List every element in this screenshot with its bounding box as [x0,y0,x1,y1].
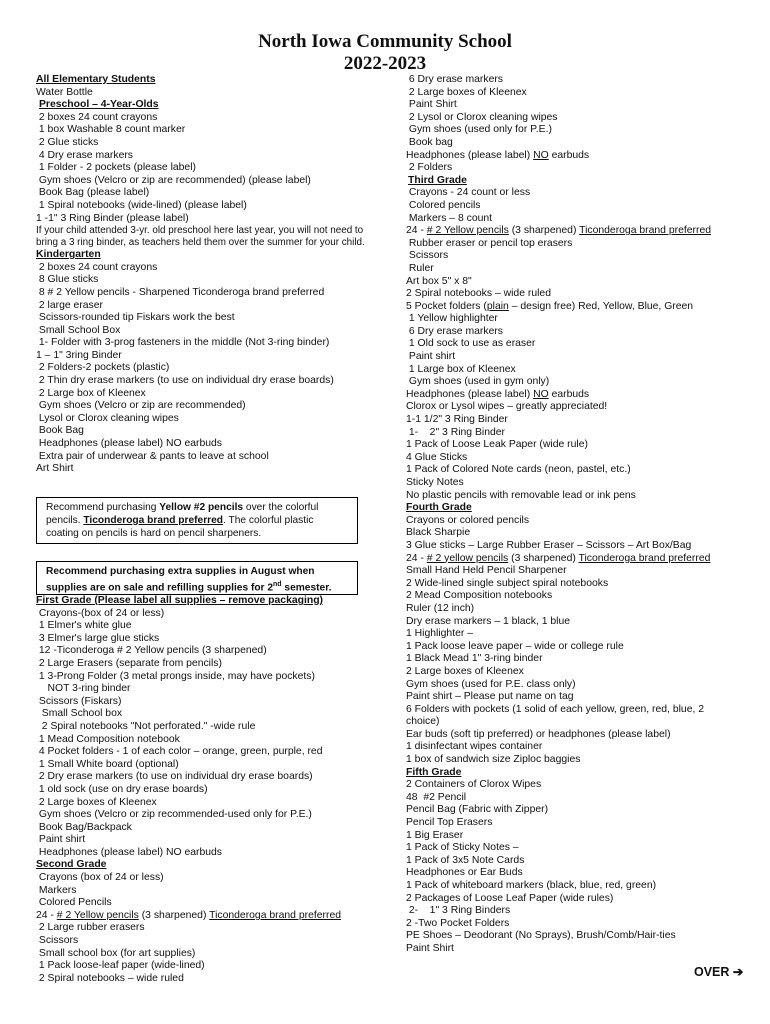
item-list [406,187,756,225]
section-heading-first-grade: First Grade (Please label all supplies – remove packaging) [36,595,324,606]
list-item: 1 Black Mead 1" 3-ring binder [406,653,543,665]
list-item: Colored pencils [406,199,481,211]
list-item: 1 -1" 3 Ring Binder (please label) [36,212,189,224]
list-item: 2 Large boxes of Kleenex [36,796,157,808]
list-item: 1 Folder - 2 pockets (please label) [36,162,196,174]
text: 24 - [36,909,57,921]
list-item: 1 Pack of whiteboard markers (black, blue, red, green) [406,880,657,891]
box-underline-text: Ticonderoga brand preferred [83,515,224,526]
text: earbuds [548,149,590,161]
item-list [36,922,386,985]
left-column [36,74,386,476]
list-item: 2 Folders [406,162,453,174]
list-item: 4 Dry erase markers [36,149,134,161]
section-heading-third-grade: Third Grade [408,174,467,186]
list-item: Paint Shirt [406,99,457,111]
extra-supplies-box [36,561,358,595]
list-item [36,910,386,923]
section-heading-kindergarten: Kindergarten [36,249,101,261]
box-text: over the colorful pencils. [46,502,319,526]
list-item: 2 Dry erase markers (to use on individual dry erase boards) [36,771,313,783]
list-item: Art Shirt [36,463,74,475]
item-list [406,565,756,767]
list-item: 6 Folders with pockets (1 solid of each yellow, green, red, blue, 2 [406,703,705,715]
list-item: Colored Pencils [36,897,112,909]
text: 24 - [406,225,427,237]
list-item: 2 Wide-lined single subject spiral notebooks [406,577,609,589]
list-item: 1 – 1" 3ring Binder [36,349,122,361]
list-item: 2 Spiral notebooks – wide ruled [36,972,184,984]
list-item: 2 Large Erasers (separate from pencils) [36,657,222,669]
underline-text: plain [486,300,509,312]
list-item: Gym shoes (used only for P.E.) [406,124,552,136]
list-item: Paint shirt [36,834,86,846]
list-item: 2 Packages of Loose Leaf Paper (wide rules) [406,892,614,904]
page-title: North Iowa Community School [258,31,512,52]
item-list [36,608,386,860]
list-item: NOT 3-ring binder [36,683,131,695]
list-item: Book bag [406,136,453,148]
item-list [406,515,756,553]
section-heading-second-grade: Second Grade [36,859,107,871]
section-heading-fifth-grade: Fifth Grade [406,766,462,778]
list-item: 2 boxes 24 count crayons [36,111,158,123]
list-item: Rubber eraser or pencil top erasers [406,237,573,249]
list-item [406,225,756,238]
list-item: 2 Large box of Kleenex [36,387,146,399]
list-item: 48 #2 Pencil [406,791,467,803]
section-heading-fourth-grade: Fourth Grade [406,502,472,514]
list-item: Paint Shirt [406,942,454,954]
text: (3 sharpened) [508,225,580,237]
list-item: 1 box Washable 8 count marker [36,124,186,136]
list-item: 1 Spiral notebooks (wide-lined) (please label) [36,199,247,211]
list-item: 1 Small White board (optional) [36,758,179,770]
list-item: 1 old sock (use on dry erase boards) [36,783,208,795]
list-item: 1 disinfectant wipes container [406,741,543,753]
underline-text: Ticonderoga brand preferred [209,909,341,921]
text: Headphones (please label) [406,149,534,161]
list-item: Paint shirt – Please put name on tag [406,691,574,703]
list-item: 1 Pack of Colored Note cards (neon, pastel, etc.) [406,464,631,476]
list-item: PE Shoes – Deodorant (No Sprays), Brush/Comb/Hair-ties [406,930,676,942]
list-item: Sticky Notes [406,477,464,488]
list-item: Crayons (box of 24 or less) [36,872,164,884]
list-item: 12 -Ticonderoga # 2 Yellow pencils (3 sharpened) [36,645,267,657]
item-list [406,779,756,955]
text: Headphones (please label) [406,388,534,400]
underline-text: # 2 Yellow pencils [56,909,139,921]
list-item: 2 Folders-2 pockets (plastic) [36,362,170,374]
list-item [406,150,756,163]
list-item: 1 Pack of Sticky Notes – [406,842,519,854]
list-item: Black Sharpie [406,527,471,539]
list-item: Art box 5" x 8" [406,275,472,287]
list-item: 2 Large boxes of Kleenex [406,86,527,98]
pencil-recommendation-box [36,497,358,544]
list-item: 1 Elmer's white glue [36,620,132,632]
underline-text: # 2 Yellow pencils [426,225,509,237]
list-item: 6 Dry erase markers [406,74,504,85]
list-item: 2- 1" 3 Ring Binders [406,905,511,917]
list-item: 8 Glue sticks [36,274,99,286]
box-line: Recommend purchasing extra supplies in August when [46,566,315,577]
underline-text: Ticonderoga brand preferred [578,552,711,564]
list-item: Markers – 8 count [406,212,493,224]
section-heading-all: All Elementary Students [36,74,156,85]
section-heading-preschool: Preschool – 4-Year-Olds [39,99,159,111]
list-item: 4 Glue Sticks [406,451,468,463]
list-item: Book Bag/Backpack [36,821,132,833]
school-year: 2022-2023 [343,53,427,74]
list-item: Gym shoes (used for P.E. class only) [406,678,576,690]
preschool-note: If your child attended 3-yr. old preschool here last year, you will not need to bring a 3 ring binder, as teachers held them over the summer for your child. [36,225,365,249]
item-list [406,238,756,301]
list-item: Scissors-rounded tip Fiskars work the best [36,312,235,324]
list-item: 2 Large rubber erasers [36,922,145,934]
list-item: 1 box of sandwich size Ziploc baggies [406,754,581,766]
list-item: 2 Mead Composition notebooks [406,590,553,602]
box-text: supplies are on sale and refilling supplies for 2 [46,582,274,594]
list-item: Gym shoes (Velcro or zip are recommended) [36,400,246,412]
list-item: Gym shoes (used in gym only) [406,376,550,388]
list-item: Book Bag (please label) [36,187,150,199]
list-item: 1 Yellow highlighter [406,313,498,325]
list-item: 2 Thin dry erase markers (to use on individual dry erase boards) [36,375,334,387]
list-item: Pencil Bag (Fabric with Zipper) [406,804,549,816]
list-item: Ruler [406,262,434,274]
list-item: Small Hand Held Pencil Sharpener [406,565,567,577]
list-item: 1 Mead Composition notebook [36,733,180,745]
left-column-lower [36,595,386,985]
list-item: 2 Large boxes of Kleenex [406,665,524,677]
list-item: 1 Pack of Loose Leak Paper (wide rule) [406,439,588,451]
list-item: Paint shirt [406,351,456,363]
list-item: Ear buds (soft tip preferred) or headphones (please label) [406,728,671,740]
text: – design free) Red, Yellow, Blue, Green [508,300,694,312]
list-item: Crayons or colored pencils [406,514,530,526]
text: (3 sharpened) [138,909,210,921]
list-item: Water Bottle [36,86,93,98]
list-item: 1 Highlighter – [406,628,474,640]
list-item: Lysol or Clorox cleaning wipes [36,412,179,424]
item-list [406,74,756,150]
list-item: Pencil Top Erasers [406,817,493,829]
list-item: Crayons-(box of 24 or less) [36,607,165,619]
over-indicator: OVER ➔ [694,965,744,979]
item-list [406,162,756,175]
text: 24 - [406,552,427,564]
list-item: 1 Large box of Kleenex [406,363,516,375]
list-item: 1- Folder with 3-prog fasteners in the middle (Not 3-ring binder) [36,337,330,349]
list-item: 1 Old sock to use as eraser [406,338,536,350]
item-list [36,262,386,476]
list-item: Markers [36,884,77,896]
box-text: . The colorful plastic coating on pencils is hard on pencil sharpeners. [46,515,314,539]
list-item: 2 -Two Pocket Folders [406,917,510,929]
item-list [36,112,386,225]
list-item: Dry erase markers – 1 black, 1 blue [406,615,571,627]
list-item: Ruler (12 inch) [406,602,475,614]
underline-text: Ticonderoga brand preferred [579,225,711,237]
list-item: 3 Elmer's large glue sticks [36,632,160,644]
list-item: 3 Glue sticks – Large Rubber Eraser – Scissors – Art Box/Bag [406,539,692,551]
list-item: Clorox or Lysol wipes – greatly appreciated! [406,401,608,413]
list-item: 1 Pack loose leave paper – wide or college rule [406,640,624,652]
list-item: Gym shoes (Velcro or zip are recommended) (please label) [36,174,311,186]
list-item: 1 Pack of 3x5 Note Cards [406,854,525,866]
list-item: Scissors [36,935,79,947]
list-item: Crayons - 24 count or less [406,187,531,199]
item-list [36,872,386,910]
list-item: 2 Glue sticks [36,136,99,148]
list-item: Extra pair of underwear & pants to leave at school [36,450,269,462]
list-item: Small School Box [36,324,121,336]
list-item: Headphones (please label) NO earbuds [36,438,222,450]
list-item [406,553,756,566]
list-item: 2 Containers of Clorox Wipes [406,779,542,791]
list-item: Scissors (Fiskars) [36,695,122,707]
text: 5 Pocket folders ( [406,300,487,312]
list-item: 1 Big Eraser [406,829,464,841]
list-item: Scissors [406,250,449,262]
box-superscript: nd [273,581,282,588]
box-bold-text: Yellow #2 pencils [159,502,244,513]
list-item: choice) [406,716,440,728]
underline-text: # 2 yellow pencils [426,552,509,564]
list-item: No plastic pencils with removable lead or ink pens [406,489,636,501]
underline-text: NO [533,149,549,161]
list-item: Gym shoes (Velcro or zip recommended-used only for P.E.) [36,809,312,821]
list-item: 8 # 2 Yellow pencils - Sharpened Ticonderoga brand preferred [36,286,325,298]
list-item: 2 Lysol or Clorox cleaning wipes [406,111,558,123]
list-item: Headphones or Ear Buds [406,867,523,879]
underline-text: NO [533,388,549,400]
list-item: Headphones (please label) NO earbuds [36,846,222,858]
right-column [406,74,756,956]
list-item [406,301,756,314]
box-text: Recommend purchasing [46,502,160,513]
list-item: Small School box [36,708,123,720]
box-text: semester. [281,582,332,594]
list-item: 1 3-Prong Folder (3 metal prongs inside, may have pockets) [36,670,315,682]
list-item [406,389,756,402]
list-item: 1-1 1/2" 3 Ring Binder [406,414,508,426]
list-item: 1 Pack loose-leaf paper (wide-lined) [36,960,205,972]
list-item: 2 boxes 24 count crayons [36,261,158,273]
list-item: Small school box (for art supplies) [36,947,196,959]
list-item: 2 Spiral notebooks "Not perforated." -wide rule [36,720,256,732]
list-item: 2 Spiral notebooks – wide ruled [406,288,551,300]
item-list [36,87,386,100]
list-item: 2 large eraser [36,299,103,311]
text: (3 sharpened) [508,552,579,564]
list-item: 4 Pocket folders - 1 of each color – orange, green, purple, red [36,746,323,758]
list-item: 6 Dry erase markers [406,325,504,337]
item-list [406,401,756,502]
box-line [46,578,348,594]
list-item: Book Bag [36,425,84,437]
text: earbuds [548,388,590,400]
list-item: 1- 2" 3 Ring Binder [406,426,505,438]
item-list [406,313,756,389]
